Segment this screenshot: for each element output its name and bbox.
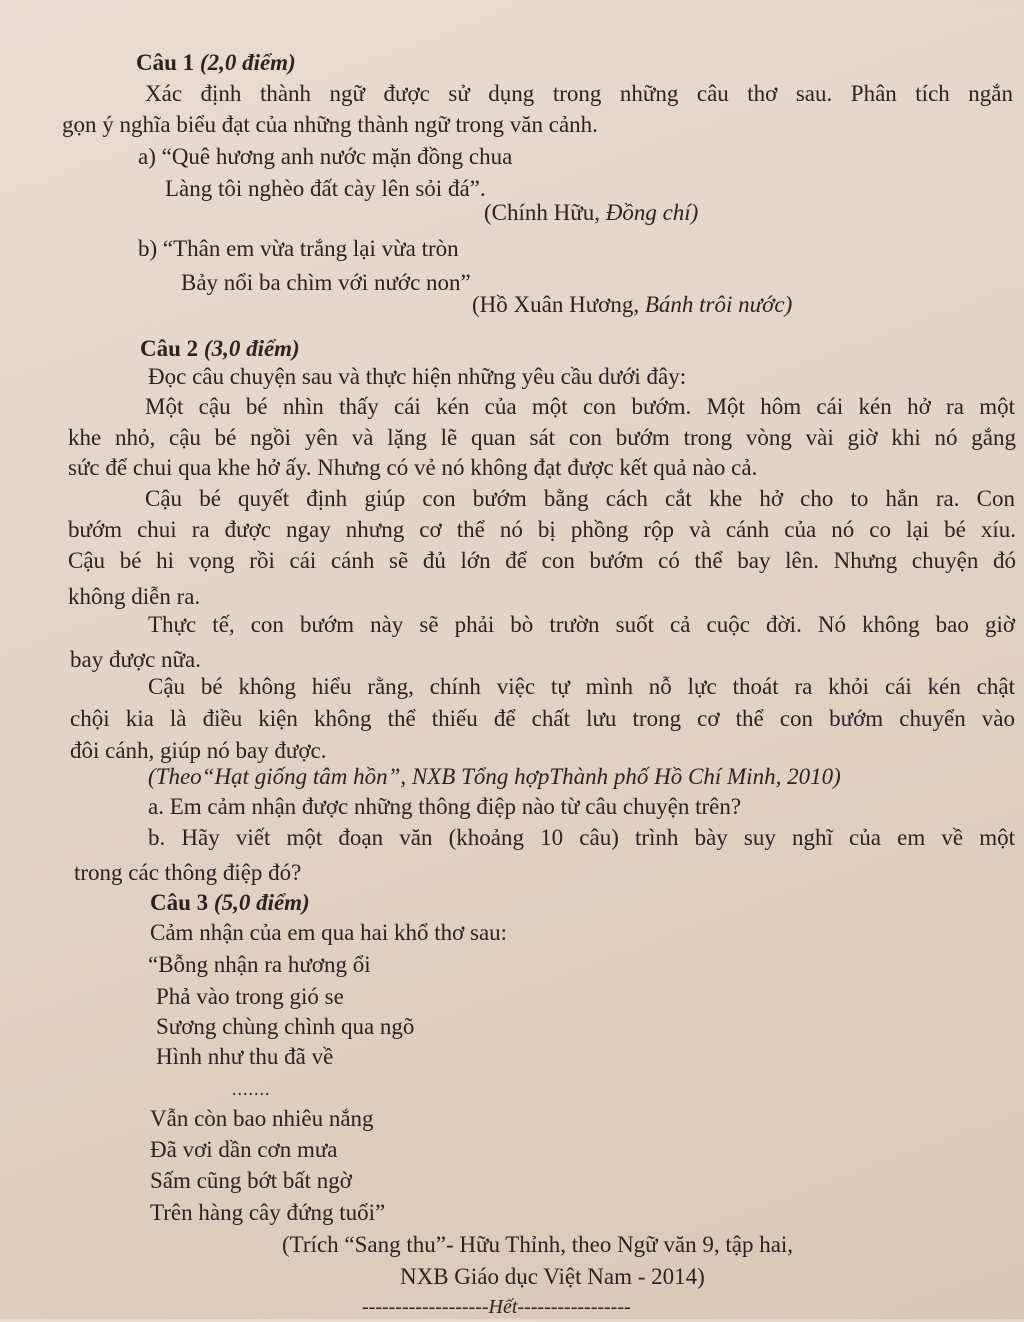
q1-a-source-author: (Chính Hữu,: [484, 200, 606, 225]
q1-a-verse-1: a) “Quê hương anh nước mặn đồng chua: [138, 144, 513, 169]
q2-heading: Câu 2: [140, 336, 199, 361]
q3-poem-line: Sương chùng chình qua ngõ: [156, 1014, 415, 1039]
end-dashes-right: -----------------: [517, 1296, 631, 1318]
q2-source: (Theo“Hạt giống tâm hồn”, NXB Tổng hợpThành phố Hồ Chí Minh, 2010): [148, 764, 841, 789]
q3-source-line-2: NXB Giáo dục Việt Nam - 2014): [400, 1264, 705, 1289]
q3-header: [150, 888, 310, 918]
q2-story-p2-line-3: Cậu bé hi vọng rồi cái cánh sẽ đủ lớn để con bướm có thể bay lên. Nhưng chuyện đó: [68, 548, 1016, 573]
q2-story-p1-line-1: Một cậu bé nhìn thấy cái kén của một con bướm. Một hôm cái kén hở ra một: [145, 394, 1015, 419]
q2-story-p2-line-4: không diễn ra.: [68, 584, 201, 609]
q2-story-p3-line-1: Thực tế, con bướm này sẽ phải bò trườn suốt cả cuộc đời. Nó không bao giờ: [148, 612, 1015, 637]
q1-b-source: [472, 290, 792, 320]
q1-prompt-line-2: gọn ý nghĩa biểu đạt của những thành ngữ trong văn cảnh.: [62, 112, 598, 137]
q2-story-p4-line-2: chội kia là điều kiện không thể thiếu để chất lưu trong cơ thể con bướm chuyển vào: [70, 706, 1015, 731]
q1-b-verse-1: b) “Thân em vừa trắng lại vừa tròn: [138, 236, 459, 261]
q1-a-source: [484, 198, 698, 228]
q1-points: (2,0 điểm): [199, 50, 296, 75]
q1-a-source-title: Đồng chí): [605, 200, 699, 225]
end-dashes-left: -------------------: [362, 1296, 489, 1318]
q1-b-verse-2: Bảy nổi ba chìm với nước non”: [181, 270, 471, 295]
q1-prompt-line-1: Xác định thành ngữ được sử dụng trong những câu thơ sau. Phân tích ngắn: [145, 81, 1013, 106]
end-word: Hết: [488, 1296, 518, 1318]
q2-story-p1-line-3: sức để chui qua khe hở ấy. Nhưng có vẻ nó không đạt được kết quả nào cả.: [68, 455, 758, 480]
q1-b-source-author: (Hồ Xuân Hương,: [472, 292, 645, 317]
q1-header: [136, 48, 296, 78]
q3-poem-line: “Bỗng nhận ra hương ổi: [148, 952, 371, 977]
q1-heading: Câu 1: [136, 50, 195, 75]
end-marker: [362, 1292, 631, 1322]
q2-story-p4-line-3: đôi cánh, giúp nó bay được.: [70, 738, 327, 763]
q2-story-p3-line-2: bay được nữa.: [70, 647, 201, 672]
q3-poem-line: Hình như thu đã về: [156, 1044, 334, 1069]
q2-story-p1-line-2: khe nhỏ, cậu bé ngồi yên và lặng lẽ quan sát con bướm trong vòng vài giờ khi nó gắng: [68, 425, 1016, 450]
q3-poem-line: Đã vơi dần cơn mưa: [150, 1137, 338, 1162]
q2-task-b-line-1: b. Hãy viết một đoạn văn (khoảng 10 câu) trình bày suy nghĩ của em về một: [148, 825, 1015, 850]
q2-story-p2-line-2: bướm chui ra được ngay nhưng cơ thể nó bị phồng rộp và cánh của nó co lại bé xíu.: [68, 517, 1016, 542]
q3-poem-line: Sấm cũng bớt bất ngờ: [150, 1168, 352, 1193]
q2-points: (3,0 điểm): [203, 336, 300, 361]
q2-intro: Đọc câu chuyện sau và thực hiện những yêu cầu dưới đây:: [148, 364, 687, 389]
q3-prompt: Cảm nhận của em qua hai khổ thơ sau:: [150, 920, 508, 945]
q3-poem-line: Vẫn còn bao nhiêu nắng: [150, 1106, 374, 1131]
q2-task-a: a. Em cảm nhận được những thông điệp nào từ câu chuyện trên?: [148, 794, 742, 819]
q2-story-p4-line-1: Cậu bé không hiểu rằng, chính việc tự mình nỗ lực thoát ra khỏi cái kén chật: [148, 674, 1015, 699]
q3-points: (5,0 điểm): [213, 890, 310, 915]
q2-task-b-line-2: trong các thông điệp đó?: [74, 860, 302, 885]
q3-poem-line: Trên hàng cây đứng tuổi”: [150, 1200, 386, 1225]
q1-b-source-title: Bánh trôi nước): [644, 292, 793, 317]
q1-a-verse-2: Làng tôi nghèo đất cày lên sỏi đá”.: [165, 176, 486, 201]
q2-story-p2-line-1: Cậu bé quyết định giúp con bướm bằng cách cắt khe hở cho to hẳn ra. Con: [145, 486, 1015, 511]
q3-source-line-1: (Trích “Sang thu”- Hữu Thỉnh, theo Ngữ văn 9, tập hai,: [282, 1232, 794, 1257]
q3-poem-line: Phả vào trong gió se: [156, 984, 344, 1009]
q2-header: [140, 334, 300, 364]
q3-poem-ellipsis: .......: [232, 1079, 271, 1099]
q3-heading: Câu 3: [150, 890, 209, 915]
